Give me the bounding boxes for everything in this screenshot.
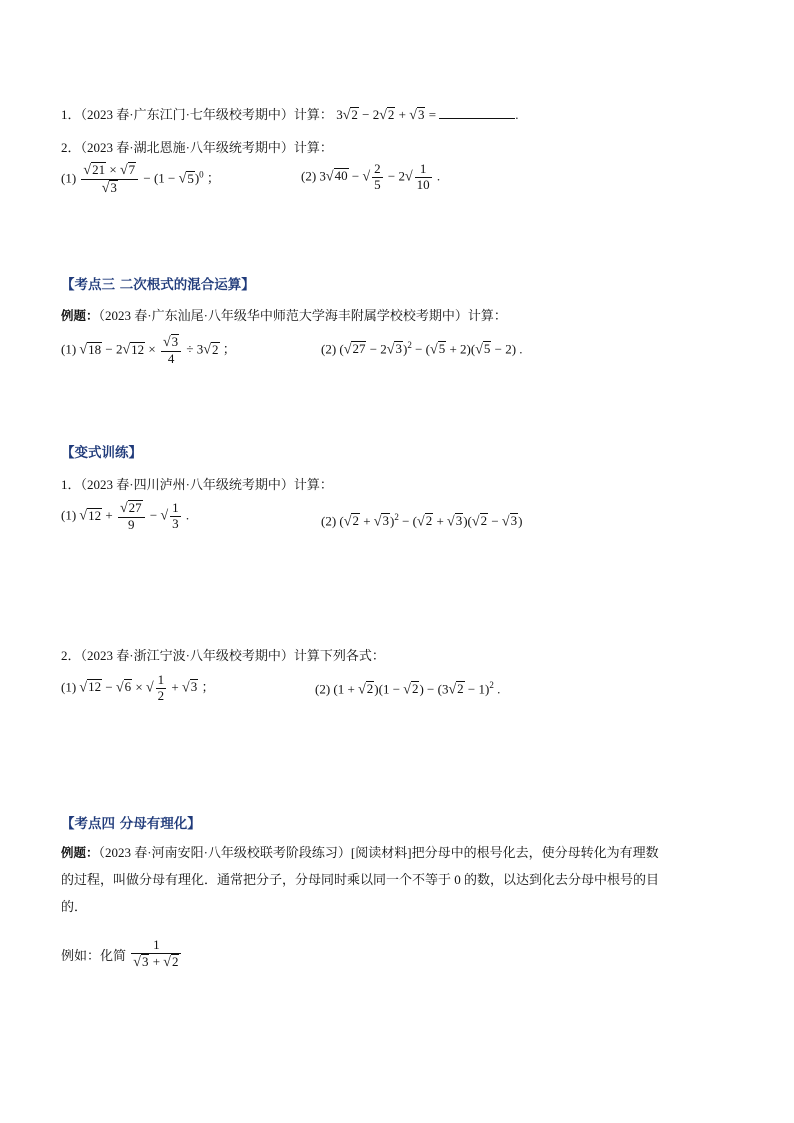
problem-number: 1 bbox=[61, 107, 68, 122]
fraction: $\frac{1}{3}$ bbox=[172, 500, 179, 532]
fraction: $\frac{√3}{4}$ bbox=[161, 334, 181, 367]
section-title: 【考点三 二次根式的混合运算】 bbox=[61, 277, 255, 293]
example-line bbox=[61, 305, 507, 324]
section-title: 【考点四 分母有理化】 bbox=[61, 816, 201, 832]
problem-source: （2023 春·湖北恩施·八年级统考期中）计算： bbox=[80, 140, 333, 155]
example-label: 例题： bbox=[61, 845, 99, 860]
example-source: （2023 春·广东汕尾·八年级华中师范大学海丰附属学校校考期中）计算： bbox=[98, 308, 507, 323]
problem-source: （2023 春·广东江门·七年级校考期中）计算： bbox=[80, 107, 333, 122]
example-simplify: 例如：化简 $\frac{1}{√3 + √2}$ bbox=[61, 938, 183, 971]
example-label: 例题： bbox=[61, 308, 99, 323]
problem-source: （2023 春·浙江宁波·八年级校考期中）计算下列各式： bbox=[80, 648, 385, 663]
fraction: $\frac{1}{10}$ bbox=[416, 161, 430, 192]
fraction: $\frac{√21 \times √7}{√3}$ bbox=[81, 162, 138, 197]
fraction: $\frac{2}{5}$ bbox=[374, 161, 381, 192]
problem-1: 1．（2023 春·广东江门·七年级校考期中）计算： 3√2 − 2√2 + √3 = . bbox=[61, 107, 519, 123]
variant-2-part-1: (1) √12 − √6 × √ $\frac{1}{2}$ + √3 ； bbox=[61, 672, 215, 703]
variant-problem-2: 2．（2023 春·浙江宁波·八年级校考期中）计算下列各式： bbox=[61, 648, 385, 663]
fraction: $\frac{1}{√3 + √2}$ bbox=[131, 938, 181, 971]
fraction: $\frac{1}{2}$ bbox=[157, 672, 165, 703]
example-part-1: (1) √18 − 2√12 × $\frac{√3}{4}$ ÷ 3√2 ； bbox=[61, 334, 236, 367]
problem-2-part-2: (2) 3√40 − √ $\frac{2}{5}$ − 2√ $\frac{1}{10}$ . bbox=[301, 161, 441, 192]
variant-problem-1: 1．（2023 春·四川泸州·八年级统考期中）计算： bbox=[61, 477, 333, 492]
variant-1-part-1: (1) √12 + $\frac{√27}{9}$ − √ $\frac{1}{3}$ . bbox=[61, 500, 190, 533]
problem-number: 2 bbox=[61, 140, 68, 155]
fraction: $\frac{√27}{9}$ bbox=[118, 500, 145, 533]
problem-2-part-1: (1) $\frac{√21 \times √7}{√3}$ − $(1 - √5)^0$ ； bbox=[61, 162, 220, 197]
variant-2-part-2: (2) $(1 + √2)(1 - √2) - (3√2 - 1)^2$ . bbox=[315, 680, 501, 698]
answer-blank[interactable] bbox=[439, 106, 515, 119]
problem-source: （2023 春·四川泸州·八年级统考期中）计算： bbox=[80, 477, 333, 492]
problem-2: 2．（2023 春·湖北恩施·八年级统考期中）计算： bbox=[61, 140, 333, 155]
problem-1-expression: 3√2 − 2√2 + √3 = bbox=[336, 107, 437, 123]
variant-1-part-2: (2) $(√2 + √3)^2 - (√2 + √3)(√2 - √3)$ bbox=[321, 512, 523, 530]
example-part-2: (2) $(√27 - 2√3)^2 - (√5 + 2)(√5 - 2)$ . bbox=[321, 340, 523, 358]
section-title: 【变式训练】 bbox=[61, 445, 142, 461]
reading-material: 例题：（2023 春·河南安阳·八年级校联考阶段练习）[阅读材料]把分母中的根号化去，使分母转化为有理数 的过程，叫做分母有理化．通常把分子，分母同时乘以同一个不等于 0 的数，以达到化去分母中根号的目 的． bbox=[61, 845, 660, 914]
